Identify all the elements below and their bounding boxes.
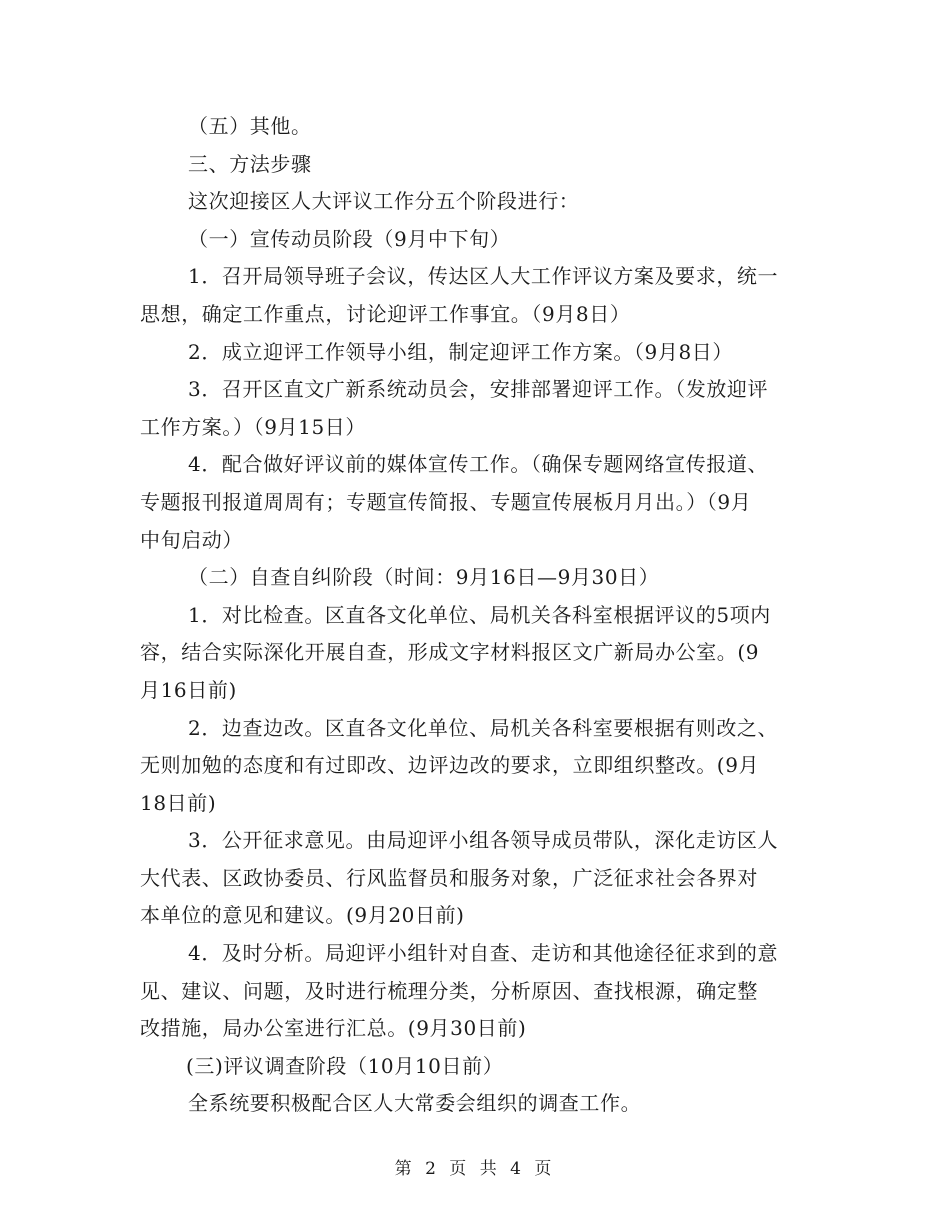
text-line: 3．公开征求意见。由局迎评小组各领导成员带队，深化走访区人 — [188, 828, 779, 853]
text-line: （五）其他。 — [188, 114, 312, 138]
text-line: 三、方法步骤 — [188, 151, 312, 176]
text-line: 大代表、区政协委员、行风监督员和服务对象，广泛征求社会各界对 — [140, 865, 758, 890]
text-line: 容，结合实际深化开展自查，形成文字材料报区文广新局办公室。(9 — [140, 640, 760, 665]
text-line: 4．及时分析。局迎评小组针对自查、走访和其他途径征求到的意 — [188, 941, 779, 966]
text-line: 工作方案。）（9月15日） — [140, 414, 366, 439]
text-line: 2．边查边改。区直各文化单位、局机关各科室要根据有则改之、 — [188, 715, 779, 740]
text-line: 思想，确定工作重点，讨论迎评工作事宜。（9月8日） — [140, 301, 631, 326]
text-line: 全系统要积极配合区人大常委会组织的调查工作。 — [188, 1091, 642, 1116]
text-line: 改措施，局办公室进行汇总。(9月30日前) — [140, 1016, 527, 1041]
text-line: 18日前) — [140, 790, 217, 815]
text-line: 见、建议、问题，及时进行梳理分类，分析原因、查找根源，确定整 — [140, 978, 758, 1003]
text-line: 4．配合做好评议前的媒体宣传工作。（确保专题网络宣传报道、 — [188, 452, 769, 477]
text-line: (三)评议调查阶段（10月10日前） — [186, 1053, 504, 1078]
text-line: 无则加勉的态度和有过即改、边评边改的要求，立即组织整改。(9月 — [140, 753, 760, 778]
text-line: 本单位的意见和建议。(9月20日前) — [140, 903, 465, 928]
document-body — [140, 108, 810, 1123]
text-line: 3．召开区直文广新系统动员会，安排部署迎评工作。（发放迎评 — [188, 377, 769, 402]
text-line: 月16日前) — [140, 677, 237, 702]
text-line: 1．对比检查。区直各文化单位、局机关各科室根据评议的5项内 — [188, 602, 771, 627]
text-line: （一）宣传动员阶段（9月中下旬） — [188, 226, 511, 251]
text-line: 中旬启动） — [140, 527, 243, 552]
text-line: 2．成立迎评工作领导小组，制定迎评工作方案。（9月8日） — [188, 339, 733, 364]
text-line: 专题报刊报道周周有；专题宣传简报、专题宣传展板月月出。）（9月 — [140, 489, 752, 514]
page-footer: 第 2 页 共 4 页 — [394, 1159, 556, 1179]
text-line: （二）自查自纠阶段（时间：9月16日—9月30日） — [188, 565, 660, 590]
text-line: 1．召开局领导班子会议，传达区人大工作评议方案及要求，统一 — [188, 264, 779, 289]
text-line: 这次迎接区人大评议工作分五个阶段进行： — [188, 189, 580, 214]
